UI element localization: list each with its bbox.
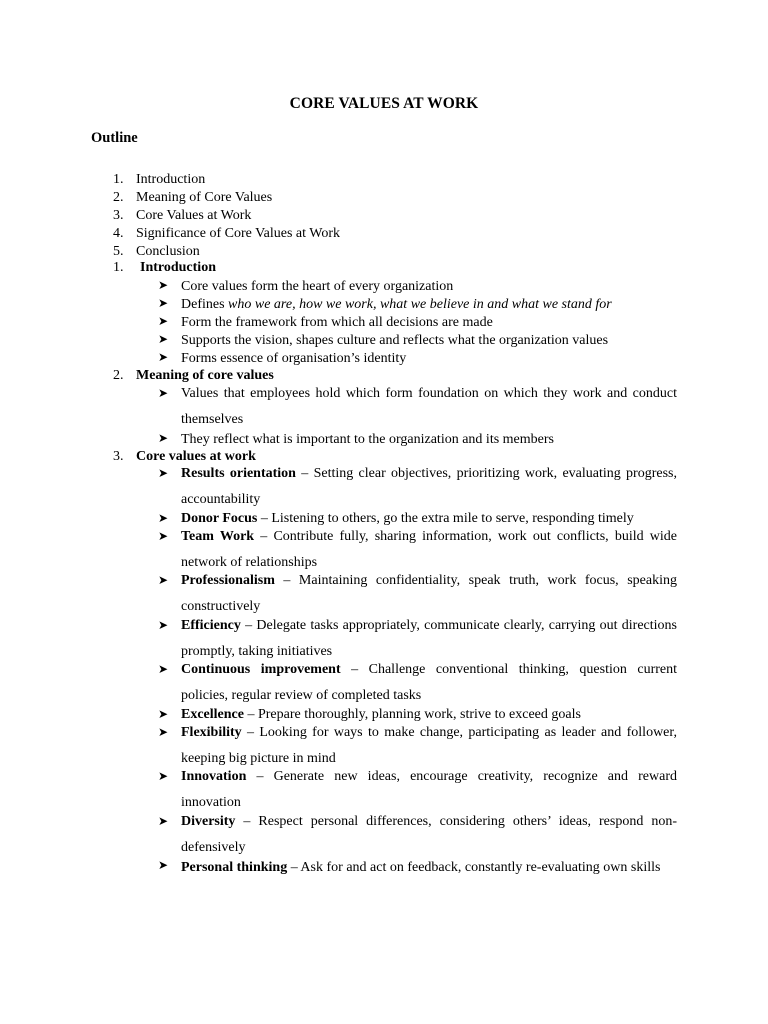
arrowhead-bullet-icon: ➤ bbox=[158, 278, 169, 292]
outline-item-text: Conclusion bbox=[136, 244, 200, 259]
document-title: CORE VALUES AT WORK bbox=[289, 95, 479, 112]
arrowhead-bullet-icon: ➤ bbox=[158, 296, 169, 310]
arrowhead-bullet-icon: ➤ bbox=[158, 386, 169, 400]
arrowhead-bullet-icon: ➤ bbox=[158, 431, 169, 445]
bullet-text bbox=[181, 296, 677, 314]
value-name: Professionalism bbox=[181, 573, 275, 588]
arrowhead-bullet-icon: ➤ bbox=[158, 662, 169, 676]
arrowhead-bullet-icon: ➤ bbox=[158, 769, 169, 783]
outline-item-text: Introduction bbox=[136, 172, 206, 187]
value-name: Team Work bbox=[181, 529, 255, 544]
bullet-text bbox=[181, 853, 677, 882]
section-title: Meaning of core values bbox=[136, 368, 274, 383]
arrowhead-bullet-icon: ➤ bbox=[158, 814, 169, 828]
bullet-text-italic: who we are, how we work, what we believe in and what we stand for bbox=[228, 297, 612, 312]
arrowhead-bullet-icon: ➤ bbox=[158, 314, 169, 328]
value-description: – Setting clear objectives, prioritizing work, evaluating progress, accountability bbox=[181, 466, 677, 507]
section-title: Introduction bbox=[140, 260, 216, 275]
value-description: – Prepare thoroughly, planning work, strive to exceed goals bbox=[243, 707, 581, 722]
section-number: 1. bbox=[113, 260, 124, 275]
value-name: Personal thinking bbox=[181, 860, 288, 875]
arrowhead-bullet-icon: ➤ bbox=[158, 529, 169, 543]
value-description: – Ask for and act on feedback, constantly re-evaluating own skills bbox=[287, 860, 661, 875]
value-name: Excellence bbox=[181, 707, 244, 722]
arrowhead-bullet-icon: ➤ bbox=[158, 350, 169, 364]
outline-item bbox=[0, 207, 768, 225]
bullet-text: Form the framework from which all decisions are made bbox=[181, 315, 493, 330]
value-name: Flexibility bbox=[181, 725, 242, 740]
value-name: Innovation bbox=[181, 769, 247, 784]
value-description: – Maintaining confidentiality, speak truth, work focus, speaking constructively bbox=[181, 573, 677, 614]
value-description: – Respect personal differences, considering others’ ideas, respond non-defensively bbox=[181, 814, 677, 855]
value-name: Results orientation bbox=[181, 466, 296, 481]
arrowhead-bullet-icon: ➤ bbox=[158, 511, 169, 525]
value-name: Continuous improvement bbox=[181, 662, 341, 677]
value-description: – Delegate tasks appropriately, communicate clearly, carrying out directions promptly, taking initiatives bbox=[181, 618, 677, 659]
outline-item-text: Core Values at Work bbox=[136, 208, 252, 223]
outline-item-number: 5. bbox=[113, 244, 124, 259]
arrowhead-bullet-icon: ➤ bbox=[158, 618, 169, 632]
arrowhead-bullet-icon: ➤ bbox=[158, 707, 169, 721]
value-description: – Challenge conventional thinking, question current policies, regular review of completed tasks bbox=[181, 662, 677, 703]
value-name: Efficiency bbox=[181, 618, 241, 633]
value-description: – Looking for ways to make change, participating as leader and follower, keeping big picture in mind bbox=[181, 725, 677, 766]
outline-heading: Outline bbox=[91, 130, 138, 146]
section-title: Core values at work bbox=[136, 449, 256, 464]
arrowhead-bullet-icon: ➤ bbox=[158, 725, 169, 739]
value-description: – Listening to others, go the extra mile to serve, responding timely bbox=[257, 511, 634, 526]
outline-item-text: Significance of Core Values at Work bbox=[136, 226, 341, 241]
bullet-text: Forms essence of organisation’s identity bbox=[181, 351, 407, 366]
section-number: 2. bbox=[113, 368, 124, 383]
bullet-text-prefix: Defines bbox=[181, 297, 229, 312]
value-name: Diversity bbox=[181, 814, 236, 829]
outline-item-number: 2. bbox=[113, 190, 124, 205]
value-description: – Generate new ideas, encourage creativity, recognize and reward innovation bbox=[181, 769, 677, 810]
value-name: Donor Focus bbox=[181, 511, 258, 526]
outline-item-text: Meaning of Core Values bbox=[136, 190, 273, 205]
value-description: – Contribute fully, sharing information, work out conflicts, build wide network of relationships bbox=[181, 529, 677, 570]
outline-item bbox=[0, 243, 768, 261]
outline-item-number: 3. bbox=[113, 208, 124, 223]
outline-list bbox=[0, 171, 768, 261]
bullet-text: They reflect what is important to the organization and its members bbox=[181, 432, 554, 447]
bullet-text: Core values form the heart of every organization bbox=[181, 279, 454, 294]
arrowhead-bullet-icon: ➤ bbox=[158, 466, 169, 480]
arrowhead-bullet-icon: ➤ bbox=[158, 573, 169, 587]
outline-item bbox=[0, 171, 768, 189]
bullet-text: Supports the vision, shapes culture and reflects what the organization values bbox=[181, 333, 609, 348]
arrowhead-bullet-icon: ➤ bbox=[158, 332, 169, 346]
outline-item-number: 4. bbox=[113, 226, 124, 241]
outline-item bbox=[0, 225, 768, 243]
bullet-text: Values that employees hold which form foundation on which they work and conduct themselves bbox=[181, 386, 677, 427]
outline-item bbox=[0, 189, 768, 207]
outline-item-number: 1. bbox=[113, 172, 124, 187]
section-number: 3. bbox=[113, 449, 124, 464]
arrowhead-bullet-icon: ➤ bbox=[158, 858, 169, 872]
